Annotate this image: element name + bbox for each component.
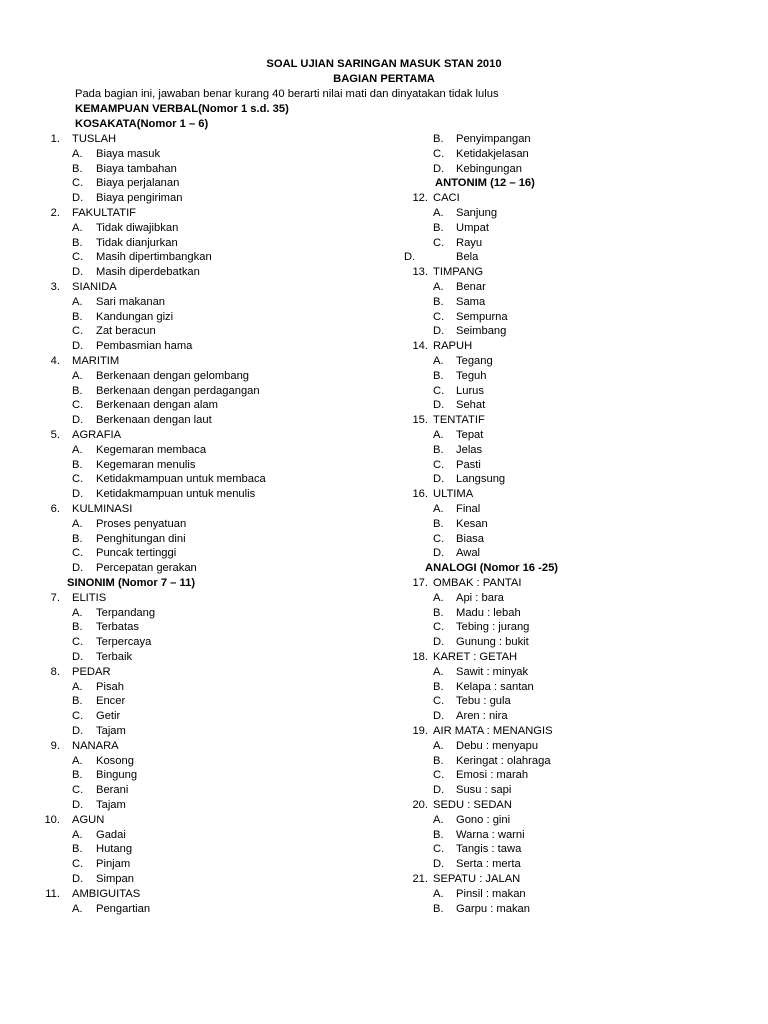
option-text: Simpan (96, 873, 134, 885)
option-letter: A. (72, 147, 83, 160)
option-letter: A. (72, 902, 83, 915)
option-text: Biaya tambahan (96, 162, 177, 175)
option-letter: B. (72, 384, 83, 397)
option-letter: A. (433, 813, 444, 826)
option-text: Masih dipertimbangkan (96, 251, 212, 264)
option-text: Tegang (456, 355, 493, 367)
option-letter: D. (433, 325, 445, 338)
option-letter: C. (72, 636, 84, 649)
section-antonim: ANTONIM (12 – 16) (435, 177, 535, 190)
option-text: Warna : warni (456, 828, 525, 841)
option-letter: B. (72, 621, 83, 634)
option-text: Hutang (96, 843, 133, 856)
option-text: Berkenaan dengan perdagangan (96, 384, 260, 397)
question-word: AGRAFIA (72, 429, 122, 441)
option-text: Final (456, 503, 481, 515)
option-text: Ketidakjelasan (456, 147, 529, 160)
option-letter: C. (72, 547, 84, 560)
question-word: SEDU : SEDAN (433, 799, 512, 811)
option-letter: D. (404, 251, 416, 264)
option-letter: A. (433, 665, 444, 678)
section-kemampuan-verbal: KEMAMPUAN VERBAL(Nomor 1 s.d. 35) (75, 103, 289, 115)
option-letter: A. (433, 591, 444, 604)
question-word: ULTIMA (433, 488, 474, 501)
option-text: Kegemaran menulis (96, 458, 196, 471)
option-letter: D. (433, 399, 445, 412)
question-number: 14. (412, 340, 428, 353)
option-text: Pinsil : makan (456, 887, 526, 900)
question-number: 17. (412, 577, 428, 589)
option-letter: D. (433, 858, 445, 871)
option-text: Tidak diwajibkan (96, 221, 179, 234)
question-word: FAKULTATIF (72, 207, 137, 219)
option-letter: D. (72, 340, 84, 353)
option-text: Langsung (456, 473, 506, 486)
question-number: 18. (412, 651, 428, 663)
option-letter: C. (72, 251, 84, 264)
question-number: 12. (412, 192, 428, 205)
option-letter: A. (72, 754, 83, 767)
option-text: Tidak dianjurkan (96, 236, 178, 249)
option-letter: B. (72, 310, 83, 323)
question-number: 7. (50, 591, 60, 604)
question-number: 5. (50, 429, 60, 441)
option-letter: B. (433, 680, 444, 693)
option-text: Teguh (456, 369, 487, 382)
option-letter: D. (72, 266, 84, 279)
option-text: Biasa (456, 532, 484, 545)
option-text: Kandungan gizi (96, 310, 174, 323)
option-text: Percepatan gerakan (96, 562, 197, 575)
option-text: Biaya masuk (96, 147, 161, 160)
option-letter: B. (433, 606, 444, 619)
option-text: Tebu : gula (456, 695, 511, 708)
option-text: Kebingungan (456, 162, 522, 175)
option-letter: C. (72, 399, 84, 412)
option-letter: D. (72, 414, 84, 427)
question-number: 2. (50, 207, 60, 219)
option-letter: A. (433, 207, 444, 219)
doc-subtitle: BAGIAN PERTAMA (333, 73, 435, 85)
question-word: PEDAR (72, 665, 111, 678)
option-text: Benar (456, 281, 486, 293)
option-text: Gono : gini (456, 813, 511, 826)
option-text: Tangis : tawa (456, 843, 522, 856)
instruction-text: Pada bagian ini, jawaban benar kurang 40 berarti nilai mati dan dinyatakan tidak lulus (75, 88, 499, 100)
option-text: Tepat (456, 429, 484, 441)
question-word: TUSLAH (72, 133, 117, 145)
option-letter: A. (433, 429, 444, 441)
option-letter: D. (433, 547, 445, 560)
option-letter: B. (433, 902, 444, 915)
question-number: 1. (50, 133, 60, 145)
option-letter: D. (433, 710, 445, 723)
option-text: Rayu (456, 236, 483, 249)
question-number: 3. (50, 281, 60, 293)
question-number: 21. (412, 873, 428, 885)
option-letter: B. (72, 162, 83, 175)
option-letter: C. (433, 532, 445, 545)
question-word: KARET : GETAH (433, 651, 518, 663)
question-word: AIR MATA : MENANGIS (433, 725, 553, 737)
option-letter: C. (433, 147, 445, 160)
option-text: Awal (456, 547, 481, 560)
option-letter: A. (72, 369, 83, 382)
option-letter: D. (72, 562, 84, 575)
option-letter: D. (72, 725, 84, 737)
option-text: Berani (96, 784, 129, 797)
option-letter: C. (72, 858, 84, 871)
option-text: Masih diperdebatkan (96, 266, 200, 279)
question-word: NANARA (72, 739, 119, 752)
question-number: 16. (412, 488, 428, 501)
option-letter: C. (433, 458, 445, 471)
option-letter: B. (433, 754, 444, 767)
question-word: ELITIS (72, 591, 107, 604)
question-word: OMBAK : PANTAI (433, 577, 522, 589)
option-text: Lurus (456, 384, 484, 397)
option-text: Madu : lebah (456, 606, 521, 619)
option-letter: B. (433, 221, 444, 234)
question-number: 19. (412, 725, 428, 737)
option-text: Bela (456, 251, 479, 264)
option-letter: B. (72, 532, 83, 545)
option-letter: D. (72, 873, 84, 885)
option-letter: C. (72, 784, 84, 797)
option-letter: D. (72, 192, 84, 205)
question-number: 15. (412, 414, 428, 427)
option-letter: A. (72, 443, 83, 456)
question-number: 20. (412, 799, 428, 811)
option-text: Seimbang (456, 325, 507, 338)
option-text: Sempurna (456, 310, 508, 323)
option-text: Emosi : marah (456, 769, 529, 782)
question-word: SIANIDA (72, 281, 117, 293)
option-text: Terbatas (96, 621, 139, 634)
option-text: Zat beracun (96, 325, 156, 338)
option-text: Debu : menyapu (456, 739, 539, 752)
option-text: Pembasmian hama (96, 340, 193, 353)
question-word: SEPATU : JALAN (433, 873, 521, 885)
option-text: Proses penyatuan (96, 517, 187, 530)
option-text: Api : bara (456, 591, 504, 604)
option-letter: A. (72, 680, 83, 693)
option-text: Susu : sapi (456, 784, 512, 797)
question-number: 4. (50, 355, 60, 367)
option-letter: B. (433, 443, 444, 456)
option-letter: D. (433, 162, 445, 175)
option-text: Garpu : makan (456, 902, 530, 915)
question-word: KULMINASI (72, 503, 133, 515)
question-word: TIMPANG (433, 266, 484, 279)
option-letter: C. (72, 473, 84, 486)
option-text: Pasti (456, 458, 481, 471)
question-word: TENTATIF (433, 414, 485, 427)
option-text: Terpercaya (96, 636, 152, 649)
option-letter: C. (433, 621, 445, 634)
option-text: Berkenaan dengan gelombang (96, 369, 250, 382)
option-letter: C. (433, 769, 445, 782)
option-letter: B. (72, 843, 83, 856)
option-letter: A. (72, 221, 83, 234)
option-letter: C. (72, 177, 84, 190)
option-letter: A. (72, 517, 83, 530)
option-text: Berkenaan dengan alam (96, 399, 218, 412)
option-letter: A. (72, 295, 83, 308)
option-letter: D. (72, 651, 84, 663)
option-letter: C. (72, 710, 84, 723)
option-text: Bingung (96, 769, 138, 782)
section-analogi: ANALOGI (Nomor 16 -25) (425, 562, 559, 575)
option-text: Tajam (96, 725, 126, 737)
option-letter: A. (72, 828, 83, 841)
option-letter: A. (433, 503, 444, 515)
option-text: Ketidakmampuan untuk menulis (96, 488, 256, 501)
option-text: Pinjam (96, 858, 131, 871)
option-letter: D. (72, 488, 84, 501)
option-text: Sanjung (456, 207, 498, 219)
option-letter: D. (433, 473, 445, 486)
option-letter: A. (433, 281, 444, 293)
option-text: Getir (96, 710, 121, 723)
option-text: Pisah (96, 680, 124, 693)
question-number: 10. (44, 813, 60, 826)
option-text: Ketidakmampuan untuk membaca (96, 473, 266, 486)
option-letter: B. (433, 828, 444, 841)
option-text: Keringat : olahraga (456, 754, 551, 767)
option-text: Gadai (96, 828, 126, 841)
option-text: Kelapa : santan (456, 680, 534, 693)
option-letter: B. (72, 695, 83, 708)
option-text: Berkenaan dengan laut (96, 414, 212, 427)
option-letter: A. (72, 606, 83, 619)
option-text: Biaya pengiriman (96, 192, 183, 205)
option-text: Sawit : minyak (456, 665, 529, 678)
question-number: 8. (50, 665, 60, 678)
option-letter: B. (433, 133, 444, 145)
option-text: Terpandang (96, 606, 156, 619)
option-letter: D. (433, 636, 445, 649)
question-number: 13. (412, 266, 428, 279)
option-text: Sari makanan (96, 295, 166, 308)
question-number: 6. (50, 503, 60, 515)
option-text: Tajam (96, 799, 126, 811)
option-text: Gunung : bukit (456, 636, 529, 649)
option-letter: C. (433, 236, 445, 249)
option-text: Serta : merta (456, 858, 521, 871)
option-text: Sama (456, 295, 486, 308)
question-word: CACI (433, 192, 460, 205)
option-text: Sehat (456, 399, 486, 412)
question-word: MARITIM (72, 355, 120, 367)
option-text: Biaya perjalanan (96, 177, 180, 190)
option-text: Umpat (456, 221, 489, 234)
option-text: Kesan (456, 517, 488, 530)
option-text: Pengartian (96, 902, 151, 915)
question-word: AMBIGUITAS (72, 887, 141, 900)
option-letter: B. (72, 236, 83, 249)
doc-title: SOAL UJIAN SARINGAN MASUK STAN 2010 (266, 58, 502, 70)
option-text: Kegemaran membaca (96, 443, 207, 456)
option-letter: C. (433, 310, 445, 323)
question-word: RAPUH (433, 340, 473, 353)
option-letter: C. (433, 384, 445, 397)
option-letter: B. (433, 295, 444, 308)
question-number: 11. (45, 887, 60, 900)
option-text: Penghitungan dini (96, 532, 186, 545)
option-text: Puncak tertinggi (96, 547, 177, 560)
option-text: Penyimpangan (456, 133, 531, 145)
option-letter: A. (433, 355, 444, 367)
option-letter: C. (433, 843, 445, 856)
option-letter: B. (433, 369, 444, 382)
question-word: AGUN (72, 813, 105, 826)
option-text: Jelas (456, 443, 483, 456)
option-letter: B. (72, 458, 83, 471)
section-kosakata: KOSAKATA(Nomor 1 – 6) (75, 118, 209, 130)
option-text: Tebing : jurang (456, 621, 530, 634)
question-number: 9. (50, 739, 60, 752)
option-letter: C. (72, 325, 84, 338)
option-letter: A. (433, 739, 444, 752)
option-letter: B. (433, 517, 444, 530)
option-letter: B. (72, 769, 83, 782)
option-letter: D. (72, 799, 84, 811)
section-sinonim: SINONIM (Nomor 7 – 11) (67, 577, 196, 589)
option-text: Terbaik (96, 651, 133, 663)
option-letter: C. (433, 695, 445, 708)
option-text: Aren : nira (456, 710, 508, 723)
option-text: Kosong (96, 754, 134, 767)
option-letter: A. (433, 887, 444, 900)
option-letter: D. (433, 784, 445, 797)
option-text: Encer (96, 695, 126, 708)
